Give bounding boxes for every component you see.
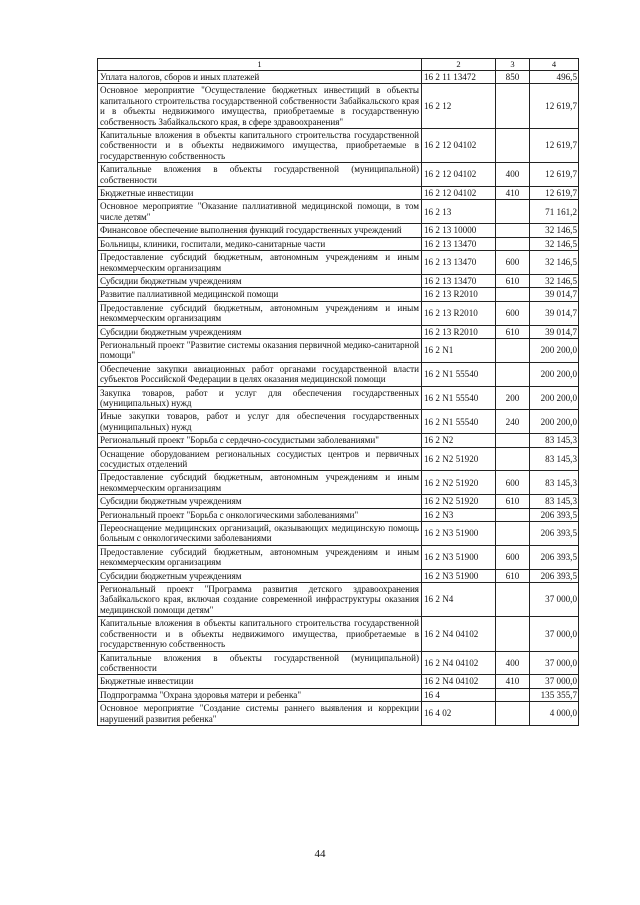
table-row bbox=[98, 129, 579, 163]
table-row bbox=[98, 583, 579, 617]
table-row bbox=[98, 362, 579, 386]
table-row bbox=[98, 224, 579, 237]
budget-table-body bbox=[98, 59, 579, 726]
cell-amount: 200 200,0 bbox=[530, 338, 579, 362]
cell-amount: 206 393,5 bbox=[530, 545, 579, 569]
cell-amount: 12 619,7 bbox=[530, 129, 579, 163]
cell-name: Капитальные вложения в объекты капитального строительства государственной собственности и в объекты недвижимого имущества, приобретаемые в государственную собственность bbox=[98, 617, 422, 651]
cell-code: 16 2 12 04102 bbox=[422, 129, 496, 163]
table-row bbox=[98, 301, 579, 325]
table-row bbox=[98, 651, 579, 675]
cell-vr bbox=[496, 288, 530, 301]
cell-amount: 4 000,0 bbox=[530, 702, 579, 726]
cell-amount: 39 014,7 bbox=[530, 301, 579, 325]
cell-vr: 410 bbox=[496, 675, 530, 688]
cell-vr bbox=[496, 338, 530, 362]
cell-name: Основное мероприятие "Создание системы раннего выявления и коррекции нарушений развития ребенка" bbox=[98, 702, 422, 726]
cell-code: 16 2 N2 bbox=[422, 434, 496, 447]
cell-code: 16 2 N3 51900 bbox=[422, 522, 496, 546]
cell-amount: 496,5 bbox=[530, 71, 579, 84]
cell-vr bbox=[496, 200, 530, 224]
cell-amount: 83 145,3 bbox=[530, 447, 579, 471]
cell-vr: 600 bbox=[496, 545, 530, 569]
table-row bbox=[98, 434, 579, 447]
cell-code: 16 2 12 04102 bbox=[422, 187, 496, 200]
cell-amount: 12 619,7 bbox=[530, 163, 579, 187]
table-row bbox=[98, 569, 579, 582]
table-row bbox=[98, 288, 579, 301]
cell-vr bbox=[496, 224, 530, 237]
column-number-row bbox=[98, 59, 579, 71]
table-row bbox=[98, 471, 579, 495]
cell-name: Подпрограмма "Охрана здоровья матери и ребенка" bbox=[98, 688, 422, 701]
cell-vr bbox=[496, 508, 530, 521]
cell-amount: 71 161,2 bbox=[530, 200, 579, 224]
cell-code: 16 2 13 13470 bbox=[422, 251, 496, 275]
table-row bbox=[98, 274, 579, 287]
table-row bbox=[98, 187, 579, 200]
page-number: 44 bbox=[314, 848, 326, 860]
table-row bbox=[98, 675, 579, 688]
cell-code: 16 2 13 R2010 bbox=[422, 288, 496, 301]
cell-amount: 206 393,5 bbox=[530, 522, 579, 546]
cell-vr bbox=[496, 617, 530, 651]
cell-name: Предоставление субсидий бюджетным, автономным учреждениям и иным некоммерческим организациям bbox=[98, 471, 422, 495]
cell-amount: 135 355,7 bbox=[530, 688, 579, 701]
cell-amount: 200 200,0 bbox=[530, 386, 579, 410]
cell-vr bbox=[496, 84, 530, 129]
cell-name: Региональный проект "Развитие системы оказания первичной медико-санитарной помощи" bbox=[98, 338, 422, 362]
cell-vr: 610 bbox=[496, 569, 530, 582]
table-row bbox=[98, 84, 579, 129]
cell-amount: 200 200,0 bbox=[530, 410, 579, 434]
cell-name: Региональный проект "Программа развития детского здравоохранения Забайкальского края, включая создание современной инфраструктуры оказания медицинской помощи детям" bbox=[98, 583, 422, 617]
cell-code: 16 2 N2 51920 bbox=[422, 495, 496, 508]
cell-code: 16 2 N3 51900 bbox=[422, 569, 496, 582]
column-header-code: 2 bbox=[422, 59, 496, 71]
cell-vr: 850 bbox=[496, 71, 530, 84]
cell-vr: 400 bbox=[496, 651, 530, 675]
cell-amount: 32 146,5 bbox=[530, 237, 579, 250]
cell-code: 16 2 N2 51920 bbox=[422, 471, 496, 495]
table-row bbox=[98, 410, 579, 434]
table-row bbox=[98, 338, 579, 362]
cell-vr: 610 bbox=[496, 495, 530, 508]
cell-amount: 83 145,3 bbox=[530, 471, 579, 495]
cell-code: 16 2 N4 04102 bbox=[422, 675, 496, 688]
cell-name: Субсидии бюджетным учреждениям bbox=[98, 495, 422, 508]
cell-vr bbox=[496, 362, 530, 386]
table-row bbox=[98, 163, 579, 187]
cell-code: 16 2 N4 04102 bbox=[422, 651, 496, 675]
cell-amount: 37 000,0 bbox=[530, 583, 579, 617]
cell-vr bbox=[496, 434, 530, 447]
cell-code: 16 2 13 10000 bbox=[422, 224, 496, 237]
cell-name: Закупка товаров, работ и услуг для обеспечения государственных (муниципальных) нужд bbox=[98, 386, 422, 410]
cell-name: Бюджетные инвестиции bbox=[98, 187, 422, 200]
cell-name: Предоставление субсидий бюджетным, автономным учреждениям и иным некоммерческим организациям bbox=[98, 301, 422, 325]
cell-name: Развитие паллиативной медицинской помощи bbox=[98, 288, 422, 301]
cell-amount: 39 014,7 bbox=[530, 325, 579, 338]
cell-code: 16 2 N1 55540 bbox=[422, 362, 496, 386]
cell-name: Уплата налогов, сборов и иных платежей bbox=[98, 71, 422, 84]
cell-name: Основное мероприятие "Осуществление бюджетных инвестиций в объекты капитального строительства государственной собственности Забайкальского края и в объекты недвижимого имущества, приобретаемые в государственную собственность Забайкальского края, в сфере здравоохранения" bbox=[98, 84, 422, 129]
cell-code: 16 2 12 04102 bbox=[422, 163, 496, 187]
cell-name: Переоснащение медицинских организаций, оказывающих медицинскую помощь больным с онкологическими заболеваниями bbox=[98, 522, 422, 546]
cell-vr: 410 bbox=[496, 187, 530, 200]
cell-amount: 32 146,5 bbox=[530, 224, 579, 237]
cell-name: Больницы, клиники, госпитали, медико-санитарные части bbox=[98, 237, 422, 250]
cell-code: 16 2 N1 55540 bbox=[422, 410, 496, 434]
cell-name: Субсидии бюджетным учреждениям bbox=[98, 325, 422, 338]
cell-code: 16 2 12 bbox=[422, 84, 496, 129]
cell-vr: 400 bbox=[496, 163, 530, 187]
cell-vr bbox=[496, 129, 530, 163]
cell-code: 16 2 N2 51920 bbox=[422, 447, 496, 471]
table-row bbox=[98, 237, 579, 250]
cell-amount: 83 145,3 bbox=[530, 434, 579, 447]
cell-code: 16 2 13 R2010 bbox=[422, 325, 496, 338]
table-row bbox=[98, 200, 579, 224]
cell-amount: 83 145,3 bbox=[530, 495, 579, 508]
cell-code: 16 2 N3 bbox=[422, 508, 496, 521]
cell-vr: 600 bbox=[496, 301, 530, 325]
cell-amount: 12 619,7 bbox=[530, 84, 579, 129]
cell-name: Основное мероприятие "Оказание паллиативной медицинской помощи, в том числе детям" bbox=[98, 200, 422, 224]
cell-amount: 37 000,0 bbox=[530, 675, 579, 688]
table-row bbox=[98, 702, 579, 726]
table-row bbox=[98, 251, 579, 275]
table-row bbox=[98, 522, 579, 546]
budget-table bbox=[97, 58, 579, 726]
table-row bbox=[98, 508, 579, 521]
column-header-name: 1 bbox=[98, 59, 422, 71]
cell-vr: 200 bbox=[496, 386, 530, 410]
table-row bbox=[98, 447, 579, 471]
table-row bbox=[98, 688, 579, 701]
cell-code: 16 2 N3 51900 bbox=[422, 545, 496, 569]
table-row bbox=[98, 495, 579, 508]
cell-code: 16 4 bbox=[422, 688, 496, 701]
cell-code: 16 2 N1 bbox=[422, 338, 496, 362]
cell-name: Обеспечение закупки авиационных работ органами государственной власти субъектов Российской Федерации в целях оказания медицинской помощи bbox=[98, 362, 422, 386]
cell-amount: 200 200,0 bbox=[530, 362, 579, 386]
cell-code: 16 2 13 13470 bbox=[422, 274, 496, 287]
cell-code: 16 2 13 bbox=[422, 200, 496, 224]
cell-name: Капитальные вложения в объекты капитального строительства государственной собственности и в объекты недвижимого имущества, приобретаемые в государственную собственность bbox=[98, 129, 422, 163]
cell-name: Бюджетные инвестиции bbox=[98, 675, 422, 688]
cell-vr bbox=[496, 583, 530, 617]
cell-name: Финансовое обеспечение выполнения функций государственных учреждений bbox=[98, 224, 422, 237]
cell-amount: 206 393,5 bbox=[530, 569, 579, 582]
table-row bbox=[98, 71, 579, 84]
cell-vr: 240 bbox=[496, 410, 530, 434]
column-header-amount: 4 bbox=[530, 59, 579, 71]
cell-name: Субсидии бюджетным учреждениям bbox=[98, 569, 422, 582]
cell-vr bbox=[496, 237, 530, 250]
cell-amount: 32 146,5 bbox=[530, 274, 579, 287]
cell-name: Предоставление субсидий бюджетным, автономным учреждениям и иным некоммерческим организациям bbox=[98, 251, 422, 275]
cell-amount: 39 014,7 bbox=[530, 288, 579, 301]
cell-amount: 12 619,7 bbox=[530, 187, 579, 200]
cell-code: 16 2 13 13470 bbox=[422, 237, 496, 250]
table-row bbox=[98, 386, 579, 410]
cell-amount: 32 146,5 bbox=[530, 251, 579, 275]
cell-name: Иные закупки товаров, работ и услуг для обеспечения государственных (муниципальных) нужд bbox=[98, 410, 422, 434]
table-row bbox=[98, 325, 579, 338]
table-row bbox=[98, 617, 579, 651]
cell-amount: 37 000,0 bbox=[530, 617, 579, 651]
cell-name: Региональный проект "Борьба с сердечно-сосудистыми заболеваниями" bbox=[98, 434, 422, 447]
cell-name: Капитальные вложения в объекты государственной (муниципальной) собственности bbox=[98, 163, 422, 187]
cell-code: 16 2 N4 04102 bbox=[422, 617, 496, 651]
cell-vr: 610 bbox=[496, 325, 530, 338]
cell-vr: 600 bbox=[496, 251, 530, 275]
cell-vr bbox=[496, 702, 530, 726]
cell-code: 16 2 N4 bbox=[422, 583, 496, 617]
cell-vr bbox=[496, 522, 530, 546]
cell-name: Предоставление субсидий бюджетным, автономным учреждениям и иным некоммерческим организациям bbox=[98, 545, 422, 569]
cell-amount: 37 000,0 bbox=[530, 651, 579, 675]
cell-name: Субсидии бюджетным учреждениям bbox=[98, 274, 422, 287]
cell-vr bbox=[496, 688, 530, 701]
cell-amount: 206 393,5 bbox=[530, 508, 579, 521]
cell-vr: 610 bbox=[496, 274, 530, 287]
cell-vr bbox=[496, 447, 530, 471]
cell-name: Оснащение оборудованием региональных сосудистых центров и первичных сосудистых отделений bbox=[98, 447, 422, 471]
cell-code: 16 2 11 13472 bbox=[422, 71, 496, 84]
cell-code: 16 2 N1 55540 bbox=[422, 386, 496, 410]
cell-code: 16 2 13 R2010 bbox=[422, 301, 496, 325]
cell-vr: 600 bbox=[496, 471, 530, 495]
cell-name: Капитальные вложения в объекты государственной (муниципальной) собственности bbox=[98, 651, 422, 675]
column-header-vr: 3 bbox=[496, 59, 530, 71]
cell-code: 16 4 02 bbox=[422, 702, 496, 726]
cell-name: Региональный проект "Борьба с онкологическими заболеваниями" bbox=[98, 508, 422, 521]
budget-table-container bbox=[97, 58, 578, 726]
table-row bbox=[98, 545, 579, 569]
